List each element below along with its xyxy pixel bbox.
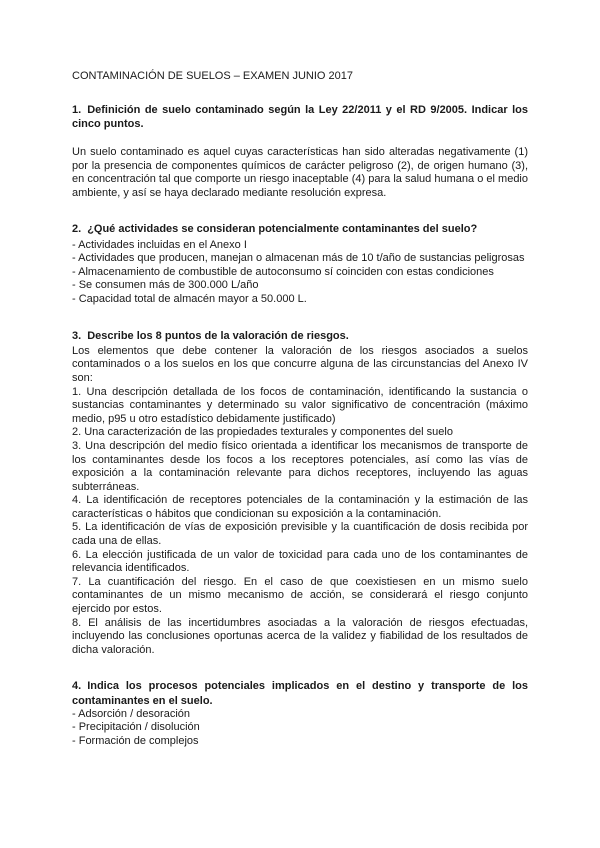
question-3-item: 1. Una descripción detallada de los focos de contaminación, identificando la sustancia o sustancias contaminantes y determinado su valor significativo de concentración (máximo medio, p95 u otro estadístico debidamente justificado) [72,385,528,425]
question-3-item: 4. La identificación de receptores potenciales de la contaminación y la estimación de las características o hábitos que condicionan su exposición a la contaminación. [72,494,528,520]
question-4-title [72,679,528,707]
question-1-answer: Un suelo contaminado es aquel cuyas características han sido alteradas negativamente (1) por la presencia de componentes químicos de carácter peligroso (2), de origen humano (3), en concentración tal que comporte un riesgo inaceptable (4) para la salud humana o el medio ambiente, y así se haya declarado mediante resolución expresa. [72,146,528,199]
question-2-item: - Se consumen más de 300.000 L/año [72,279,259,292]
question-1-section [72,103,528,201]
question-3-intro: Los elementos que debe contener la valoración de los riesgos asociados a suelos contaminados o a los suelos en los que concurre alguna de las circunstancias del Anexo IV son: [72,344,528,384]
question-3-item: 3. Una descripción del medio físico orientada a identificar los mecanismos de transporte de los contaminantes desde los focos a los receptores potenciales, así como las vías de exposición a la contaminación relevante para dichos receptores, incluyendo las aguas subterráneas. [72,439,528,493]
question-2-item: - Capacidad total de almacén mayor a 50.000 L. [72,292,307,305]
question-2-item: - Actividades incluidas en el Anexo I [72,238,247,251]
question-3-item: 7. La cuantificación del riesgo. En el caso de que coexistiesen en un mismo suelo contaminantes de un mismo mecanismo de acción, se considerará el riesgo conjunto ejercido por estos. [72,575,528,616]
question-1-text: Definición de suelo contaminado según la Ley 22/2011 y el RD 9/2005. Indicar los cinco puntos. [72,103,528,130]
document-title: CONTAMINACIÓN DE SUELOS – EXAMEN JUNIO 2017 [72,70,353,82]
question-3-item: 2. Una caracterización de las propiedades texturales y componentes del suelo [72,426,453,439]
question-3-title [72,329,528,343]
question-2-section [72,222,528,306]
question-4-item: - Formación de complejos [72,735,199,747]
question-3-section [72,329,528,658]
question-4-text: Indica los procesos potenciales implicados en el destino y transporte de los contaminantes en el suelo. [72,680,528,707]
question-4-section [72,679,528,748]
question-3-text: Describe los 8 puntos de la valoración de riesgos. [87,329,349,342]
question-1-title [72,103,528,131]
question-1-number: 1. [72,103,82,116]
document-page [72,70,528,771]
question-4-item: - Precipitación / disolución [72,721,200,734]
question-3-item: 5. La identificación de vías de exposición previsible y la cuantificación de dosis recibida por cada una de ellas. [72,521,528,548]
question-4-item: - Adsorción / desoración [72,707,191,720]
question-2-item: - Almacenamiento de combustible de autoconsumo sí coinciden con estas condiciones [72,265,494,278]
question-2-item: - Actividades que producen, manejan o almacenan más de 10 t/año de sustancias peligrosas [72,252,525,265]
question-2-text: ¿Qué actividades se consideran potencialmente contaminantes del suelo? [87,223,478,236]
question-2-number: 2. [72,223,82,236]
question-4-number: 4. [72,680,82,693]
question-3-number: 3. [72,329,82,342]
question-2-title [72,222,528,236]
question-3-item: 8. El análisis de las incertidumbres asociadas a la valoración de riesgos efectuadas, incluyendo las conclusiones oportunas acerca de la validez y fiabilidad de los resultados de dicha valoración. [72,616,528,656]
question-3-item: 6. La elección justificada de un valor de toxicidad para cada uno de los contaminantes de relevancia identificados. [72,548,528,575]
